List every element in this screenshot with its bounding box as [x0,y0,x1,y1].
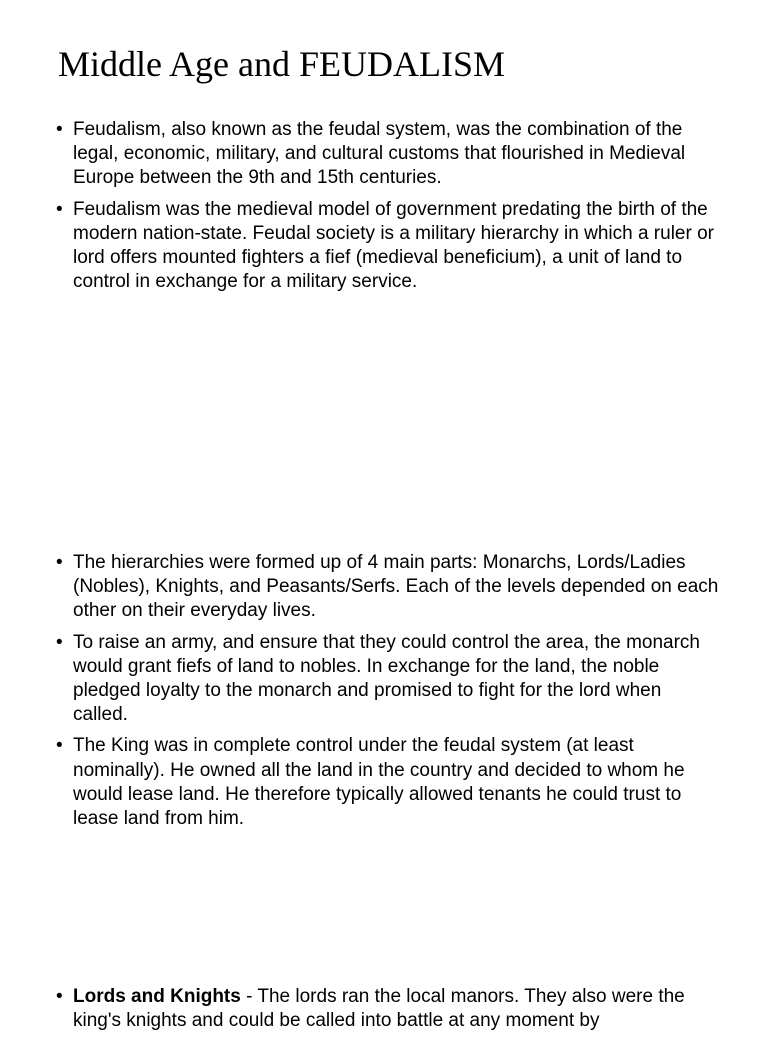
bullet-list-hierarchy [56,551,720,838]
bullet-body-text: The lords ran the local manors. They also were the king's knights and could be called into battle at any moment by [73,986,685,1032]
bullet-separator: - [240,986,258,1007]
bullet-item: • The hierarchies were formed up of 4 main parts: Monarchs, Lords/Ladies (Nobles), Knights, and Peasants/Serfs. Each of the levels depended on each other on their everyday lives. [56,551,720,624]
page-title: Middle Age and FEUDALISM [58,44,505,84]
bullet-item-lords-and-knights [56,985,720,1033]
bullet-lead-term: Lords and Knights [73,986,241,1007]
bullet-list-lords [56,985,720,1040]
bullet-item: • Feudalism, also known as the feudal system, was the combination of the legal, economic, military, and cultural customs that flourished in Medieval Europe between the 9th and 15th centuries. [56,118,720,191]
bullet-list-intro [56,118,720,301]
bullet-item: • The King was in complete control under the feudal system (at least nominally). He owned all the land in the country and decided to whom he would lease land. He therefore typically allowed tenants he could trust to lease land from him. [56,734,720,831]
bullet-item: • To raise an army, and ensure that they could control the area, the monarch would grant fiefs of land to nobles. In exchange for the land, the noble pledged loyalty to the monarch and promised to fight for the lord when called. [56,631,720,728]
bullet-item: • Feudalism was the medieval model of government predating the birth of the modern nation-state. Feudal society is a military hierarchy in which a ruler or lord offers mounted fighters a fief (medieval beneficium), a unit of land to control in exchange for a military service. [56,198,720,295]
